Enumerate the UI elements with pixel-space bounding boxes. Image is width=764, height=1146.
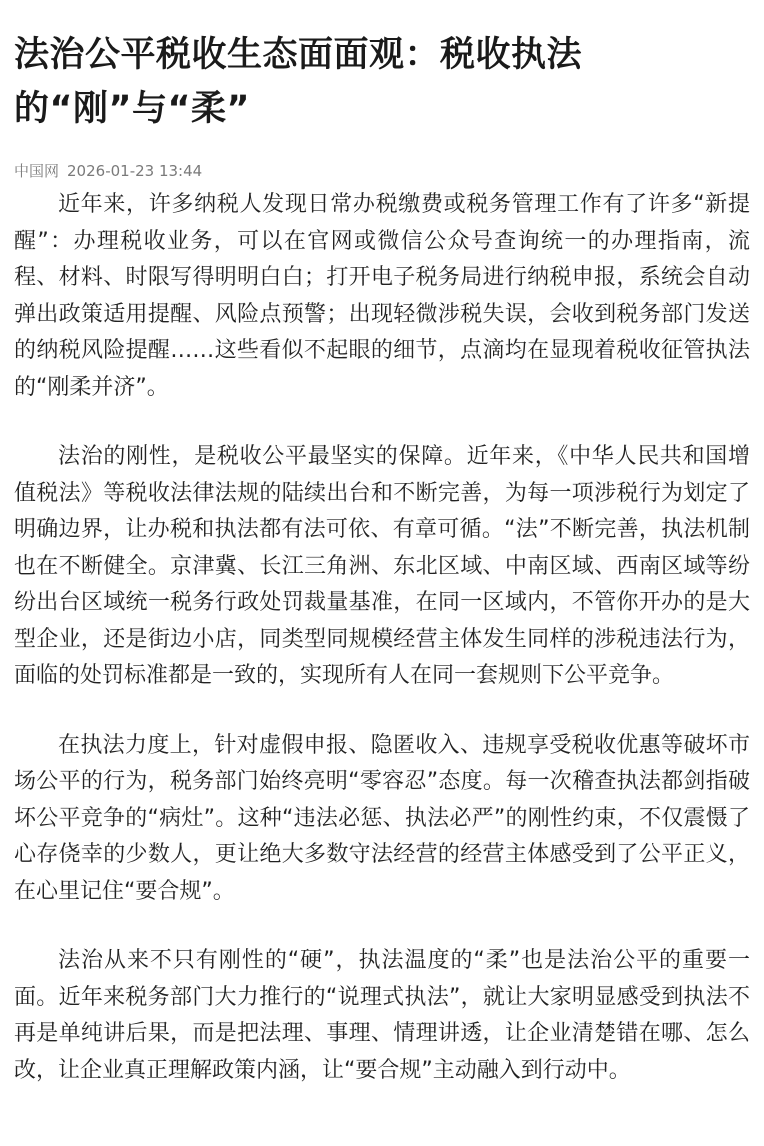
paragraph: 法治的刚性，是税收公平最坚实的保障。近年来，《中华人民共和国增值税法》等税收法律法规的陆续出台和不断完善，为每一项涉税行为划定了明确边界，让办税和执法都有法可依、有章可循。“法”不断完善，执法机制也在不断健全。京津冀、长江三角洲、东北区域、中南区域、西南区域等纷纷出台区域统一税务行政处罚裁量基准，在同一区域内，不管你开办的是大型企业，还是街边小店，同类型同规模经营主体发生同样的涉税违法行为，面临的处罚标准都是一致的，实现所有人在同一套规则下公平竞争。 — [14, 444, 750, 688]
article-source: 中国网 — [14, 162, 60, 180]
article-meta — [14, 160, 750, 182]
paragraph: 在执法力度上，针对虚假申报、隐匿收入、违规享受税收优惠等破坏市场公平的行为，税务部门始终亮明“零容忍”态度。每一次稽查执法都剑指破坏公平竞争的“病灶”。这种“违法必惩、执法必严”的刚性约束，不仅震慑了心存侥幸的少数人，更让绝大多数守法经营的经营主体感受到了公平正义，在心里记住“要合规”。 — [14, 732, 750, 904]
article-datetime: 2026-01-23 13:44 — [67, 162, 203, 180]
paragraph: 法治从来不只有刚性的“硬”，执法温度的“柔”也是法治公平的重要一面。近年来税务部门大力推行的“说理式执法”，就让大家明显感受到执法不再是单纯讲后果，而是把法理、事理、情理讲透，让企业清楚错在哪、怎么改，让企业真正理解政策内涵，让“要合规”主动融入到行动中。 — [14, 948, 750, 1083]
paragraph: 近年来，许多纳税人发现日常办税缴费或税务管理工作有了许多“新提醒”：办理税收业务，可以在官网或微信公众号查询统一的办理指南，流程、材料、时限写得明明白白；打开电子税务局进行纳税申报，系统会自动弹出政策适用提醒、风险点预警；出现轻微涉税失误，会收到税务部门发送的纳税风险提醒……这些看似不起眼的细节，点滴均在显现着税收征管执法的“刚柔并济”。 — [14, 192, 750, 400]
article-body — [14, 187, 750, 1089]
article-title: 法治公平税收生态面面观：税收执法的“刚”与“柔” — [14, 35, 583, 129]
